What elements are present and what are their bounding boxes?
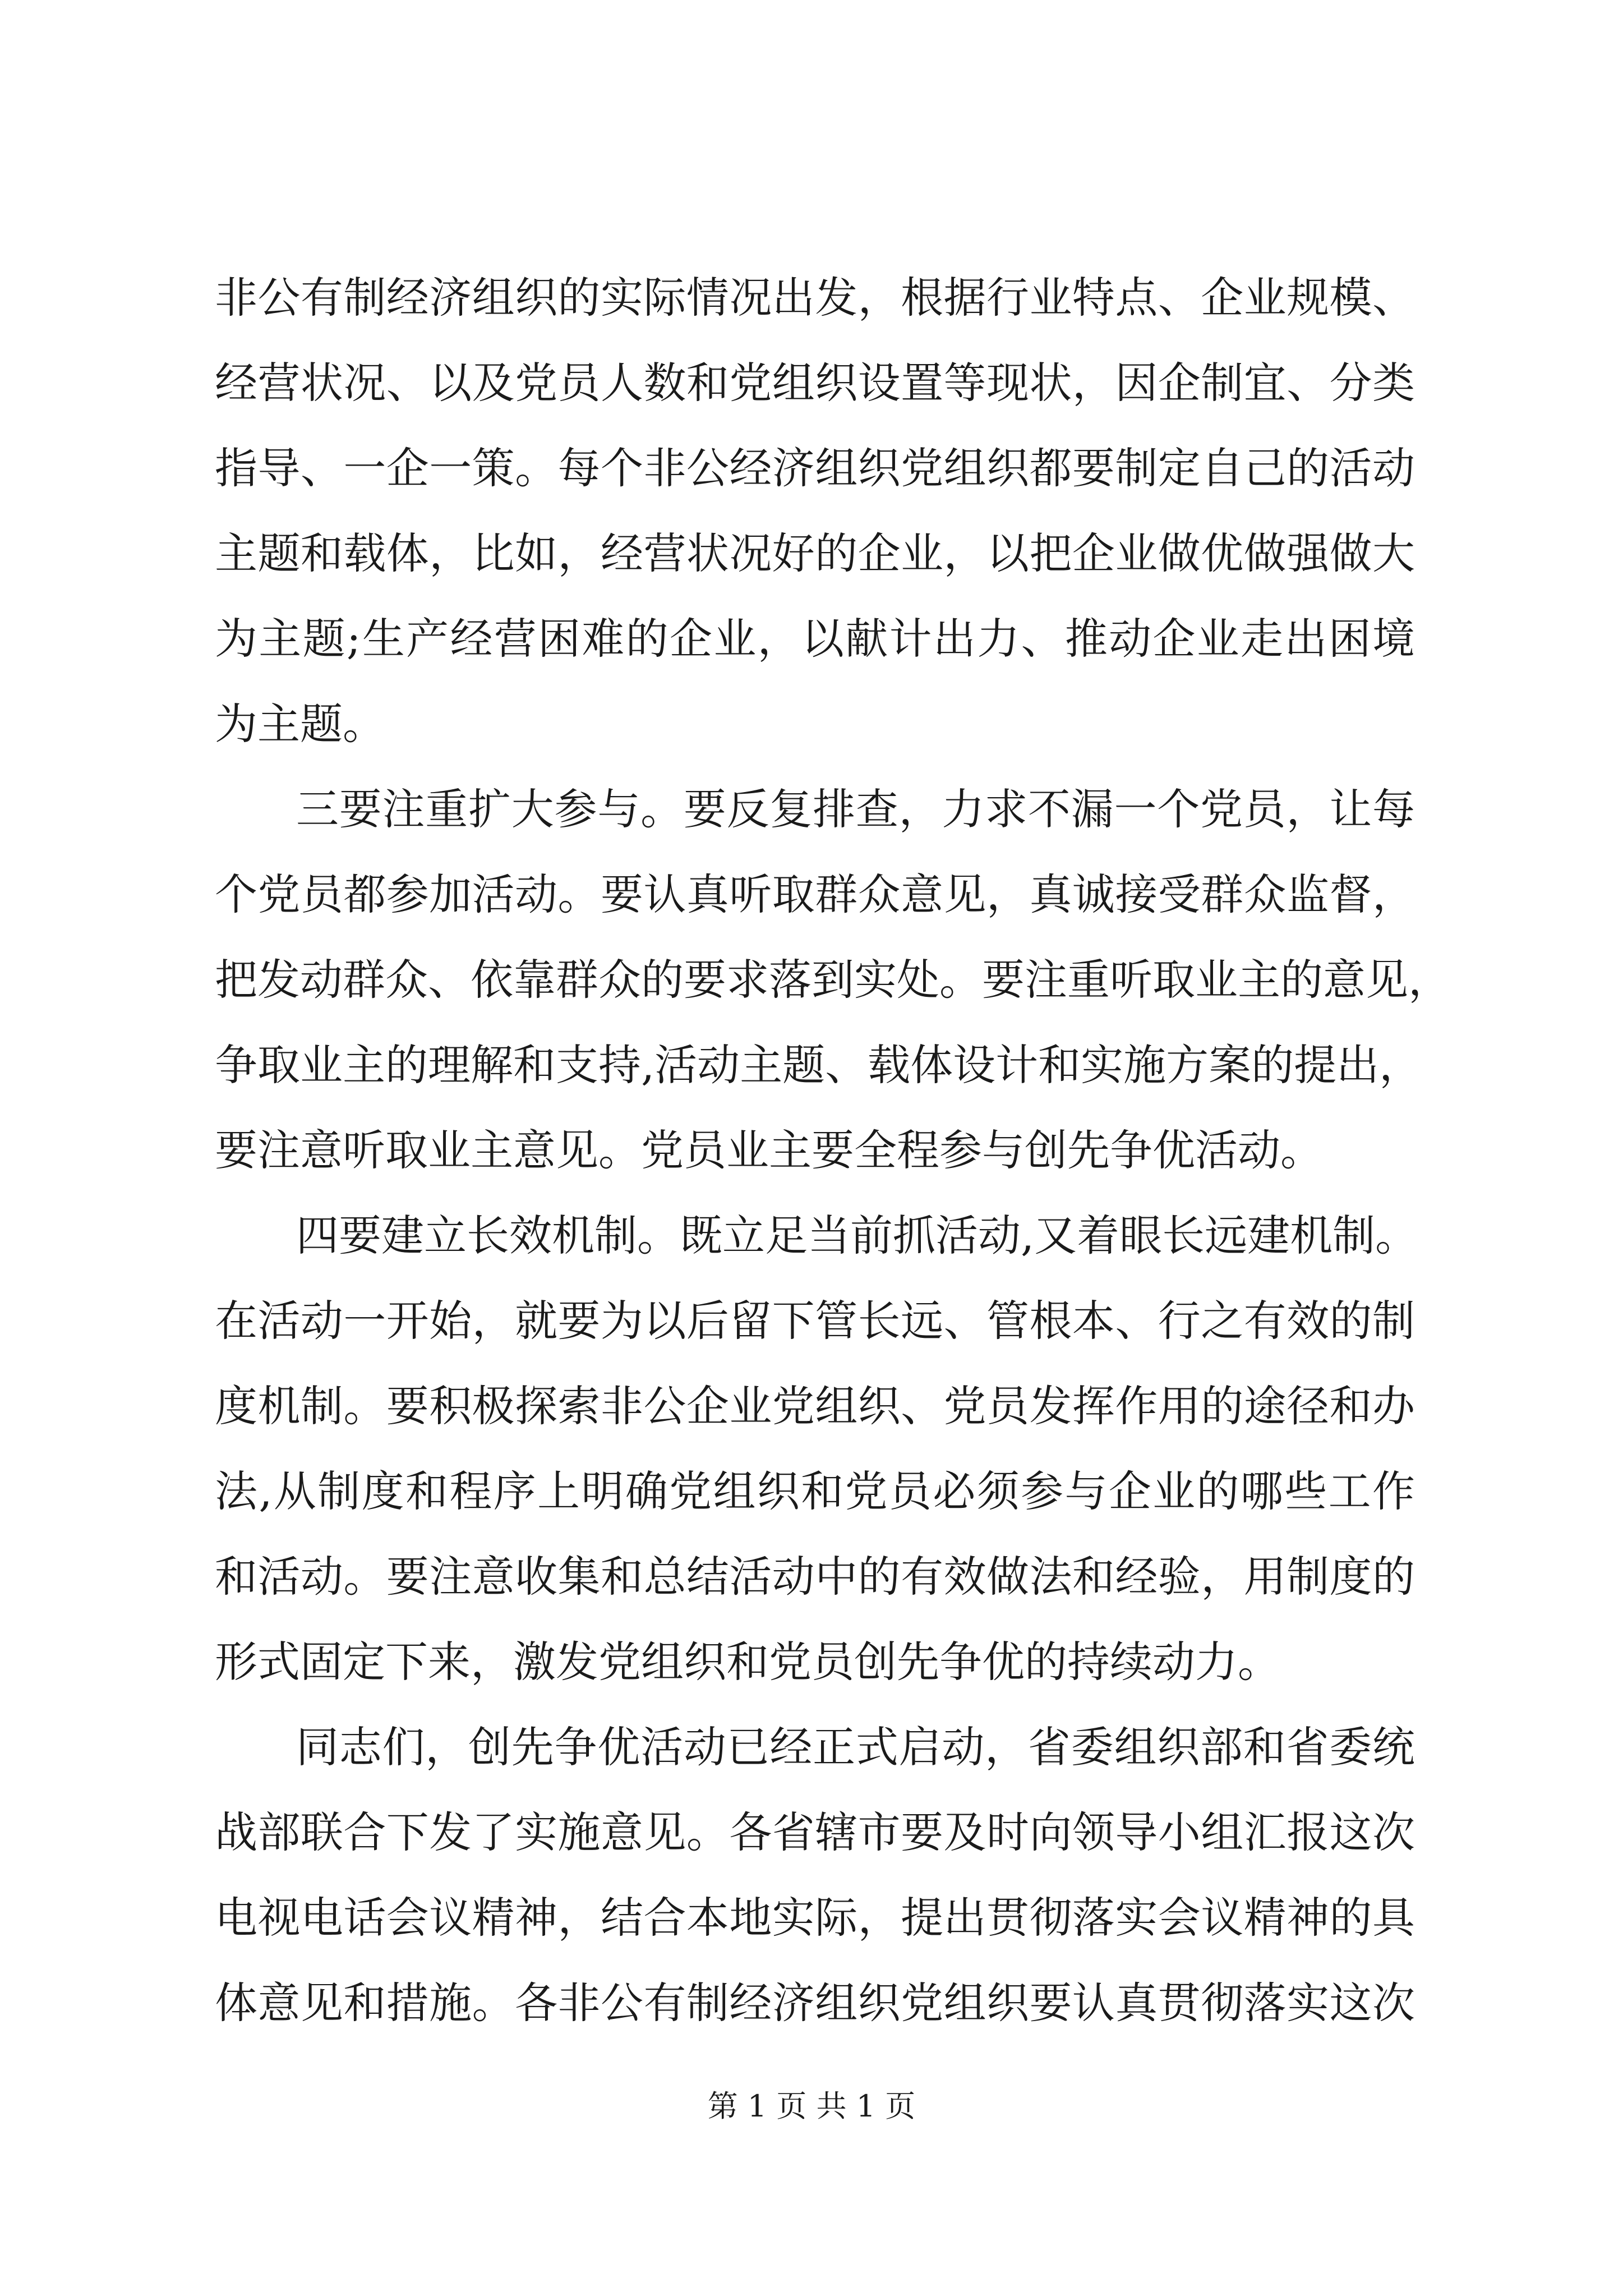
text-line: 法,从制度和程序上明确党组织和党员必须参与企业的哪些工作 (215, 1466, 1415, 1516)
text-line: 战部联合下发了实施意见。各省辖市要及时向领导小组汇报这次 (215, 1807, 1415, 1857)
text-line: 电视电话会议精神，结合本地实际，提出贯彻落实会议精神的具 (215, 1893, 1415, 1943)
text-line: 度机制。要积极探索非公企业党组织、党员发挥作用的途径和办 (215, 1381, 1415, 1431)
text-line: 主题和载体，比如，经营状况好的企业，以把企业做优做强做大 (215, 528, 1415, 578)
text-line: 同志们，创先争优活动已经正式启动，省委组织部和省委统 (296, 1722, 1415, 1772)
page-number: 第 1 页 共 1 页 (707, 2088, 916, 2124)
text-line: 为主题;生产经营困难的企业，以献计出力、推动企业走出困境 (215, 614, 1415, 664)
text-line: 经营状况、以及党员人数和党组织设置等现状，因企制宜、分类 (215, 358, 1415, 408)
text-line: 非公有制经济组织的实际情况出发，根据行业特点、企业规模、 (215, 273, 1415, 323)
text-line: 要注意听取业主意见。党员业主要全程参与创先争优活动。 (215, 1125, 1323, 1175)
text-line: 体意见和措施。各非公有制经济组织党组织要认真贯彻落实这次 (215, 1978, 1415, 2028)
text-line: 把发动群众、依靠群众的要求落到实处。要注重听取业主的意见， (215, 955, 1451, 1005)
text-line: 个党员都参加活动。要认真听取群众意见，真诚接受群众监督， (215, 869, 1415, 919)
text-line: 在活动一开始，就要为以后留下管长远、管根本、行之有效的制 (215, 1296, 1415, 1346)
page-footer (0, 2087, 1623, 2126)
text-line: 指导、一企一策。每个非公经济组织党组织都要制定自己的活动 (215, 443, 1415, 493)
text-line: 三要注重扩大参与。要反复排查，力求不漏一个党员，让每 (296, 784, 1415, 834)
text-line: 和活动。要注意收集和总结活动中的有效做法和经验，用制度的 (215, 1552, 1415, 1602)
body-text (215, 255, 1451, 2046)
text-line: 为主题。 (215, 699, 385, 749)
text-line: 争取业主的理解和支持,活动主题、载体设计和实施方案的提出， (215, 1040, 1422, 1090)
text-line: 四要建立长效机制。既立足当前抓活动,又着眼长远建机制。 (296, 1211, 1418, 1260)
text-line: 形式固定下来，激发党组织和党员创先争优的持续动力。 (215, 1637, 1280, 1687)
